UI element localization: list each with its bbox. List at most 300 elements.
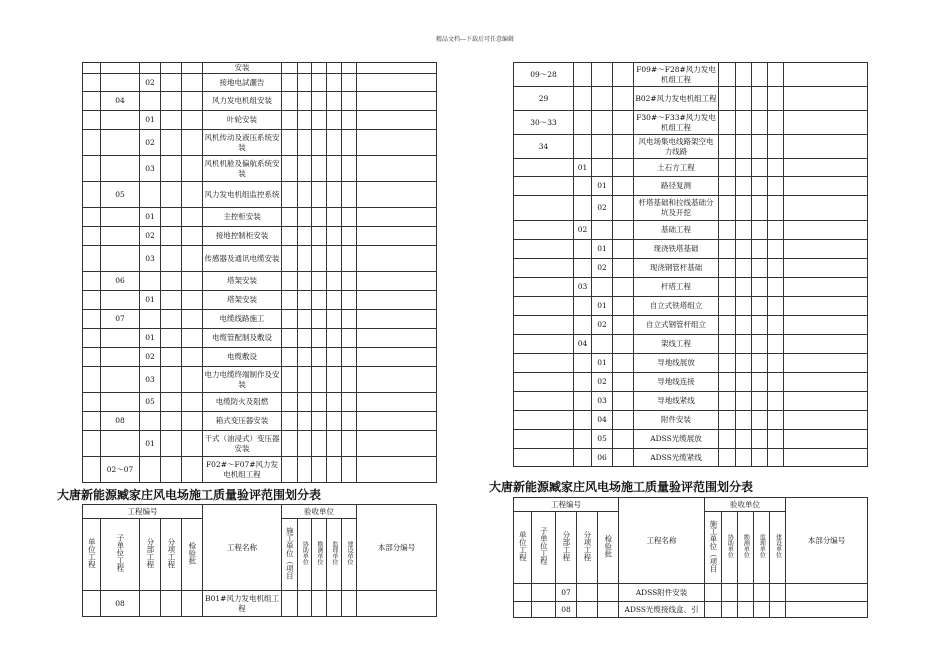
cell-code	[784, 135, 868, 159]
cell-unit	[83, 111, 101, 130]
right-continuation-table	[513, 62, 868, 467]
cell-item	[613, 159, 634, 177]
project-code-header: 工程编号	[514, 498, 619, 512]
left-continuation-table	[82, 62, 437, 483]
cell-part: 01	[140, 431, 161, 457]
cell-unit	[83, 457, 101, 483]
cell-survey	[312, 156, 327, 182]
cell-survey	[312, 208, 327, 227]
cell-batch	[182, 208, 203, 227]
cell-batch	[182, 227, 203, 246]
cell-construction	[719, 430, 736, 449]
survey-unit-header: 勘测单位	[742, 534, 750, 559]
table-row	[514, 159, 868, 177]
cell-project-name: F02#～F07#风力发电机组工程	[203, 457, 282, 483]
cell-owner	[768, 135, 784, 159]
cell-unit	[83, 63, 101, 74]
cell-project-name: 风力发电机组监控系统	[203, 182, 282, 208]
cell-owner	[342, 92, 357, 111]
cell-assist	[298, 412, 312, 431]
cell-owner	[768, 111, 784, 135]
cell-item	[613, 177, 634, 196]
cell-construction	[282, 431, 298, 457]
cell-sub-unit	[574, 63, 592, 87]
table-row	[514, 430, 868, 449]
item-project-header: 分项工程	[166, 538, 176, 569]
table-row	[83, 329, 437, 348]
cell-item	[613, 297, 634, 316]
cell-assist	[298, 457, 312, 483]
cell-construction	[282, 329, 298, 348]
cell-sub-unit: 02～07	[101, 457, 140, 483]
cell-construction	[282, 291, 298, 310]
cell-supervision	[327, 291, 342, 310]
cell-assist	[298, 208, 312, 227]
cell-construction	[719, 87, 736, 111]
cell-batch	[182, 457, 203, 483]
table-row	[83, 63, 437, 74]
cell-sub-unit	[101, 393, 140, 412]
cell-construction	[282, 272, 298, 291]
cell-assist	[298, 182, 312, 208]
cell-survey	[312, 227, 327, 246]
table-row	[514, 111, 868, 135]
cell-owner	[768, 373, 784, 392]
cell-item	[613, 111, 634, 135]
cell-part: 06	[592, 449, 613, 467]
cell-sub-unit	[574, 196, 592, 221]
cell-code	[357, 111, 437, 130]
acceptance-unit-header: 验收单位	[282, 505, 357, 519]
cell-part: 03	[140, 367, 161, 393]
cell-construction	[719, 392, 736, 411]
cell-supervision	[752, 135, 768, 159]
cell-sub-unit	[101, 74, 140, 92]
cell-owner	[342, 74, 357, 92]
table-row	[514, 354, 868, 373]
cell-project-name: F09#～F28#风力发电机组工程	[634, 63, 719, 87]
cell-owner	[342, 272, 357, 291]
cell-survey	[312, 412, 327, 431]
table-row	[514, 240, 868, 259]
cell-item	[161, 130, 182, 156]
cell-construction	[282, 130, 298, 156]
cell-project-name: 电力电缆终端制作及安装	[203, 367, 282, 393]
cell-owner	[342, 393, 357, 412]
cell-code	[357, 431, 437, 457]
cell-survey	[312, 431, 327, 457]
cell-batch	[182, 310, 203, 329]
cell-assist	[298, 156, 312, 182]
table-row	[514, 63, 868, 87]
cell-part: 03	[592, 392, 613, 411]
cell-assist	[298, 63, 312, 74]
cell-part	[140, 92, 161, 111]
cell-owner	[342, 329, 357, 348]
cell-part	[592, 221, 613, 240]
cell-survey	[312, 348, 327, 367]
table-row	[83, 393, 437, 412]
cell-owner	[768, 240, 784, 259]
cell-construction	[282, 92, 298, 111]
table-row	[514, 259, 868, 278]
cell-construction	[719, 411, 736, 430]
cell-assist	[736, 449, 752, 467]
cell-assist	[736, 87, 752, 111]
cell-project-name: 现浇铁塔基础	[634, 240, 719, 259]
table-row	[514, 316, 868, 335]
cell-item	[613, 259, 634, 278]
cell-project-name: 导地线展放	[634, 354, 719, 373]
cell-owner	[768, 278, 784, 297]
table-row	[83, 348, 437, 367]
this-part-code-header: 本部分编号	[786, 498, 868, 584]
cell-construction	[719, 196, 736, 221]
table-row	[514, 411, 868, 430]
cell-part: 02	[140, 227, 161, 246]
cell-code	[784, 177, 868, 196]
cell-owner	[342, 246, 357, 272]
cell-batch	[182, 111, 203, 130]
cell-project-name: 塔架安装	[203, 272, 282, 291]
cell-sub-unit: 03	[574, 278, 592, 297]
cell-supervision	[752, 159, 768, 177]
cell-batch	[182, 291, 203, 310]
cell-project-name: 风机传动及液压系统安装	[203, 130, 282, 156]
cell-project-name: 安装	[203, 63, 282, 74]
cell-sub-unit	[574, 316, 592, 335]
cell-part	[592, 135, 613, 159]
cell-item	[613, 316, 634, 335]
cell-construction	[282, 367, 298, 393]
part-project-header: 分部工程	[561, 531, 571, 562]
cell-batch	[182, 329, 203, 348]
cell-assist	[298, 272, 312, 291]
cell-part: 01	[592, 297, 613, 316]
right-header-table	[513, 497, 868, 618]
cell-construction	[719, 63, 736, 87]
cell-code	[357, 92, 437, 111]
cell-survey	[312, 111, 327, 130]
cell-assist	[298, 329, 312, 348]
project-code-header: 工程编号	[83, 505, 203, 519]
cell-project-name: 电缆管配制及敷设	[203, 329, 282, 348]
cell-assist	[298, 227, 312, 246]
cell-unit	[83, 227, 101, 246]
cell-construction	[282, 63, 298, 74]
cell-project-name: 自立式铁塔组立	[634, 297, 719, 316]
table-row	[83, 74, 437, 92]
cell-batch	[182, 367, 203, 393]
cell-item	[613, 354, 634, 373]
cell-survey	[312, 367, 327, 393]
cell-project-name: 杆塔基础和拉线基础分坑及开挖	[634, 196, 719, 221]
left-table-title: 大唐新能源臧家庄风电场施工质量验评范围划分表	[57, 488, 322, 502]
cell-survey	[312, 310, 327, 329]
table-row	[83, 182, 437, 208]
cell-part: 04	[592, 411, 613, 430]
table-row	[514, 297, 868, 316]
cell-part: 01	[592, 177, 613, 196]
cell-item	[613, 392, 634, 411]
cell-item	[161, 457, 182, 483]
cell-unit	[83, 272, 101, 291]
cell-sub-unit: 04	[101, 92, 140, 111]
cell-item	[613, 373, 634, 392]
cell-construction	[282, 182, 298, 208]
cell-project-name: 架线工程	[634, 335, 719, 354]
cell-item	[161, 92, 182, 111]
cell-code	[357, 310, 437, 329]
cell-unit	[514, 316, 574, 335]
construction-unit-header: 施工单位（项目	[285, 526, 295, 580]
cell-part: 08	[556, 602, 577, 618]
assist-unit-header: 协助单位	[301, 541, 309, 566]
cell-part: 03	[140, 246, 161, 272]
cell-assist	[298, 130, 312, 156]
cell-owner	[342, 227, 357, 246]
cell-construction	[282, 111, 298, 130]
cell-assist	[298, 348, 312, 367]
cell-assist	[736, 335, 752, 354]
cell-construction	[282, 457, 298, 483]
cell-code	[784, 430, 868, 449]
cell-supervision	[752, 240, 768, 259]
table-row	[514, 335, 868, 354]
cell-unit	[514, 411, 574, 430]
cell-code	[357, 393, 437, 412]
cell-sub-unit	[574, 449, 592, 467]
cell-project-name: 导地线紧线	[634, 392, 719, 411]
cell-unit	[83, 348, 101, 367]
table-row	[83, 208, 437, 227]
cell-item	[161, 367, 182, 393]
cell-supervision	[752, 111, 768, 135]
cell-owner	[342, 111, 357, 130]
cell-supervision	[327, 246, 342, 272]
cell-item	[161, 348, 182, 367]
cell-construction	[719, 373, 736, 392]
cell-owner	[768, 411, 784, 430]
cell-project-name: ADSS光缆紧线	[634, 449, 719, 467]
cell-sub-unit: 01	[574, 159, 592, 177]
cell-project-name: 导地线连接	[634, 373, 719, 392]
cell-assist	[736, 63, 752, 87]
cell-owner	[342, 431, 357, 457]
cell-owner	[342, 310, 357, 329]
cell-code	[357, 208, 437, 227]
cell-survey	[312, 63, 327, 74]
cell-construction	[282, 348, 298, 367]
part-project-header: 分部工程	[145, 538, 155, 569]
cell-construction	[282, 208, 298, 227]
table-row	[83, 310, 437, 329]
cell-supervision	[752, 297, 768, 316]
cell-assist	[298, 393, 312, 412]
cell-item	[613, 430, 634, 449]
cell-part	[140, 310, 161, 329]
cell-item	[161, 246, 182, 272]
cell-construction	[719, 354, 736, 373]
cell-construction	[719, 335, 736, 354]
cell-project-name: 接地电試灑告	[203, 74, 282, 92]
cell-unit	[514, 392, 574, 411]
sub-unit-header: 子单位工程	[539, 527, 549, 565]
cell-sub-unit	[574, 177, 592, 196]
table-row	[83, 291, 437, 310]
cell-code	[784, 449, 868, 467]
cell-construction	[282, 227, 298, 246]
cell-batch	[182, 393, 203, 412]
cell-part: 01	[592, 354, 613, 373]
cell-unit	[83, 246, 101, 272]
cell-part	[140, 182, 161, 208]
cell-project-name: 风力发电机组安装	[203, 92, 282, 111]
cell-item	[161, 393, 182, 412]
table-row	[514, 135, 868, 159]
cell-item	[161, 156, 182, 182]
cell-code	[784, 316, 868, 335]
cell-project-name: 风机机舱及偏航系统安装	[203, 156, 282, 182]
cell-survey	[312, 182, 327, 208]
cell-batch	[182, 431, 203, 457]
cell-supervision	[327, 393, 342, 412]
cell-item	[613, 411, 634, 430]
cell-project-name: B02#风力发电机组工程	[634, 87, 719, 111]
cell-part	[592, 63, 613, 87]
cell-project-name: 电缆线路施工	[203, 310, 282, 329]
cell-item	[161, 310, 182, 329]
cell-project-name: 干式（油浸式）变压器安装	[203, 431, 282, 457]
cell-owner	[768, 63, 784, 87]
cell-part: 05	[140, 393, 161, 412]
cell-assist	[298, 367, 312, 393]
table-row	[514, 449, 868, 467]
cell-owner	[768, 259, 784, 278]
cell-batch	[182, 92, 203, 111]
cell-owner	[342, 208, 357, 227]
table-row	[514, 87, 868, 111]
cell-code	[357, 156, 437, 182]
cell-unit	[514, 373, 574, 392]
cell-unit	[83, 329, 101, 348]
cell-part	[592, 159, 613, 177]
cell-batch	[182, 156, 203, 182]
cell-item	[161, 182, 182, 208]
cell-construction	[282, 74, 298, 92]
cell-part	[140, 457, 161, 483]
cell-unit	[83, 393, 101, 412]
cell-sub-unit	[574, 111, 592, 135]
cell-unit: 29	[514, 87, 574, 111]
cell-assist	[736, 354, 752, 373]
cell-supervision	[327, 63, 342, 74]
cell-code	[357, 130, 437, 156]
cell-supervision	[752, 449, 768, 467]
cell-owner	[768, 430, 784, 449]
cell-survey	[312, 272, 327, 291]
cell-owner	[768, 159, 784, 177]
cell-owner	[768, 297, 784, 316]
cell-owner	[342, 182, 357, 208]
cell-sub-unit	[101, 246, 140, 272]
cell-unit	[514, 159, 574, 177]
cell-sub-unit	[574, 240, 592, 259]
cell-code	[784, 63, 868, 87]
cell-project-name: 电缆防火及阻燃	[203, 393, 282, 412]
cell-sub-unit: 04	[574, 335, 592, 354]
cell-construction	[719, 449, 736, 467]
cell-batch	[182, 182, 203, 208]
table-row	[514, 221, 868, 240]
cell-unit	[83, 130, 101, 156]
cell-part: 05	[592, 430, 613, 449]
cell-project-name: ADSS光缆接线盒、引	[619, 602, 705, 618]
cell-supervision	[752, 87, 768, 111]
cell-owner	[768, 335, 784, 354]
cell-part	[592, 335, 613, 354]
cell-unit	[514, 449, 574, 467]
cell-code	[784, 221, 868, 240]
cell-construction	[719, 278, 736, 297]
cell-unit	[83, 412, 101, 431]
cell-owner	[342, 130, 357, 156]
cell-supervision	[752, 196, 768, 221]
cell-assist	[736, 373, 752, 392]
cell-supervision	[752, 177, 768, 196]
cell-construction	[282, 393, 298, 412]
cell-supervision	[327, 329, 342, 348]
cell-assist	[736, 278, 752, 297]
cell-unit	[83, 291, 101, 310]
cell-owner	[768, 316, 784, 335]
cell-assist	[298, 111, 312, 130]
cell-unit	[83, 310, 101, 329]
cell-item	[613, 63, 634, 87]
cell-project-name: 箱式变压器安装	[203, 412, 282, 431]
cell-supervision	[752, 259, 768, 278]
table-row	[83, 591, 437, 617]
cell-survey	[312, 92, 327, 111]
cell-assist	[736, 297, 752, 316]
cell-sub-unit	[101, 63, 140, 74]
cell-project-name: ADSS光缆展放	[634, 430, 719, 449]
cell-unit	[514, 259, 574, 278]
cell-code	[357, 291, 437, 310]
cell-item	[161, 329, 182, 348]
construction-unit-header: 施工单位（项目	[708, 519, 718, 573]
cell-supervision	[752, 373, 768, 392]
cell-item	[161, 111, 182, 130]
acceptance-unit-header: 验收单位	[705, 498, 786, 512]
cell-code	[784, 240, 868, 259]
cell-assist	[736, 177, 752, 196]
cell-supervision	[327, 431, 342, 457]
table-row	[514, 584, 868, 602]
cell-supervision	[752, 335, 768, 354]
table-row	[514, 278, 868, 297]
cell-supervision	[327, 92, 342, 111]
cell-assist	[736, 111, 752, 135]
cell-construction	[719, 259, 736, 278]
cell-assist	[736, 240, 752, 259]
cell-code	[784, 297, 868, 316]
cell-code	[784, 392, 868, 411]
cell-code	[357, 246, 437, 272]
cell-sub-unit	[574, 135, 592, 159]
supervision-unit-header: 监理单位	[758, 534, 766, 559]
cell-owner	[768, 221, 784, 240]
